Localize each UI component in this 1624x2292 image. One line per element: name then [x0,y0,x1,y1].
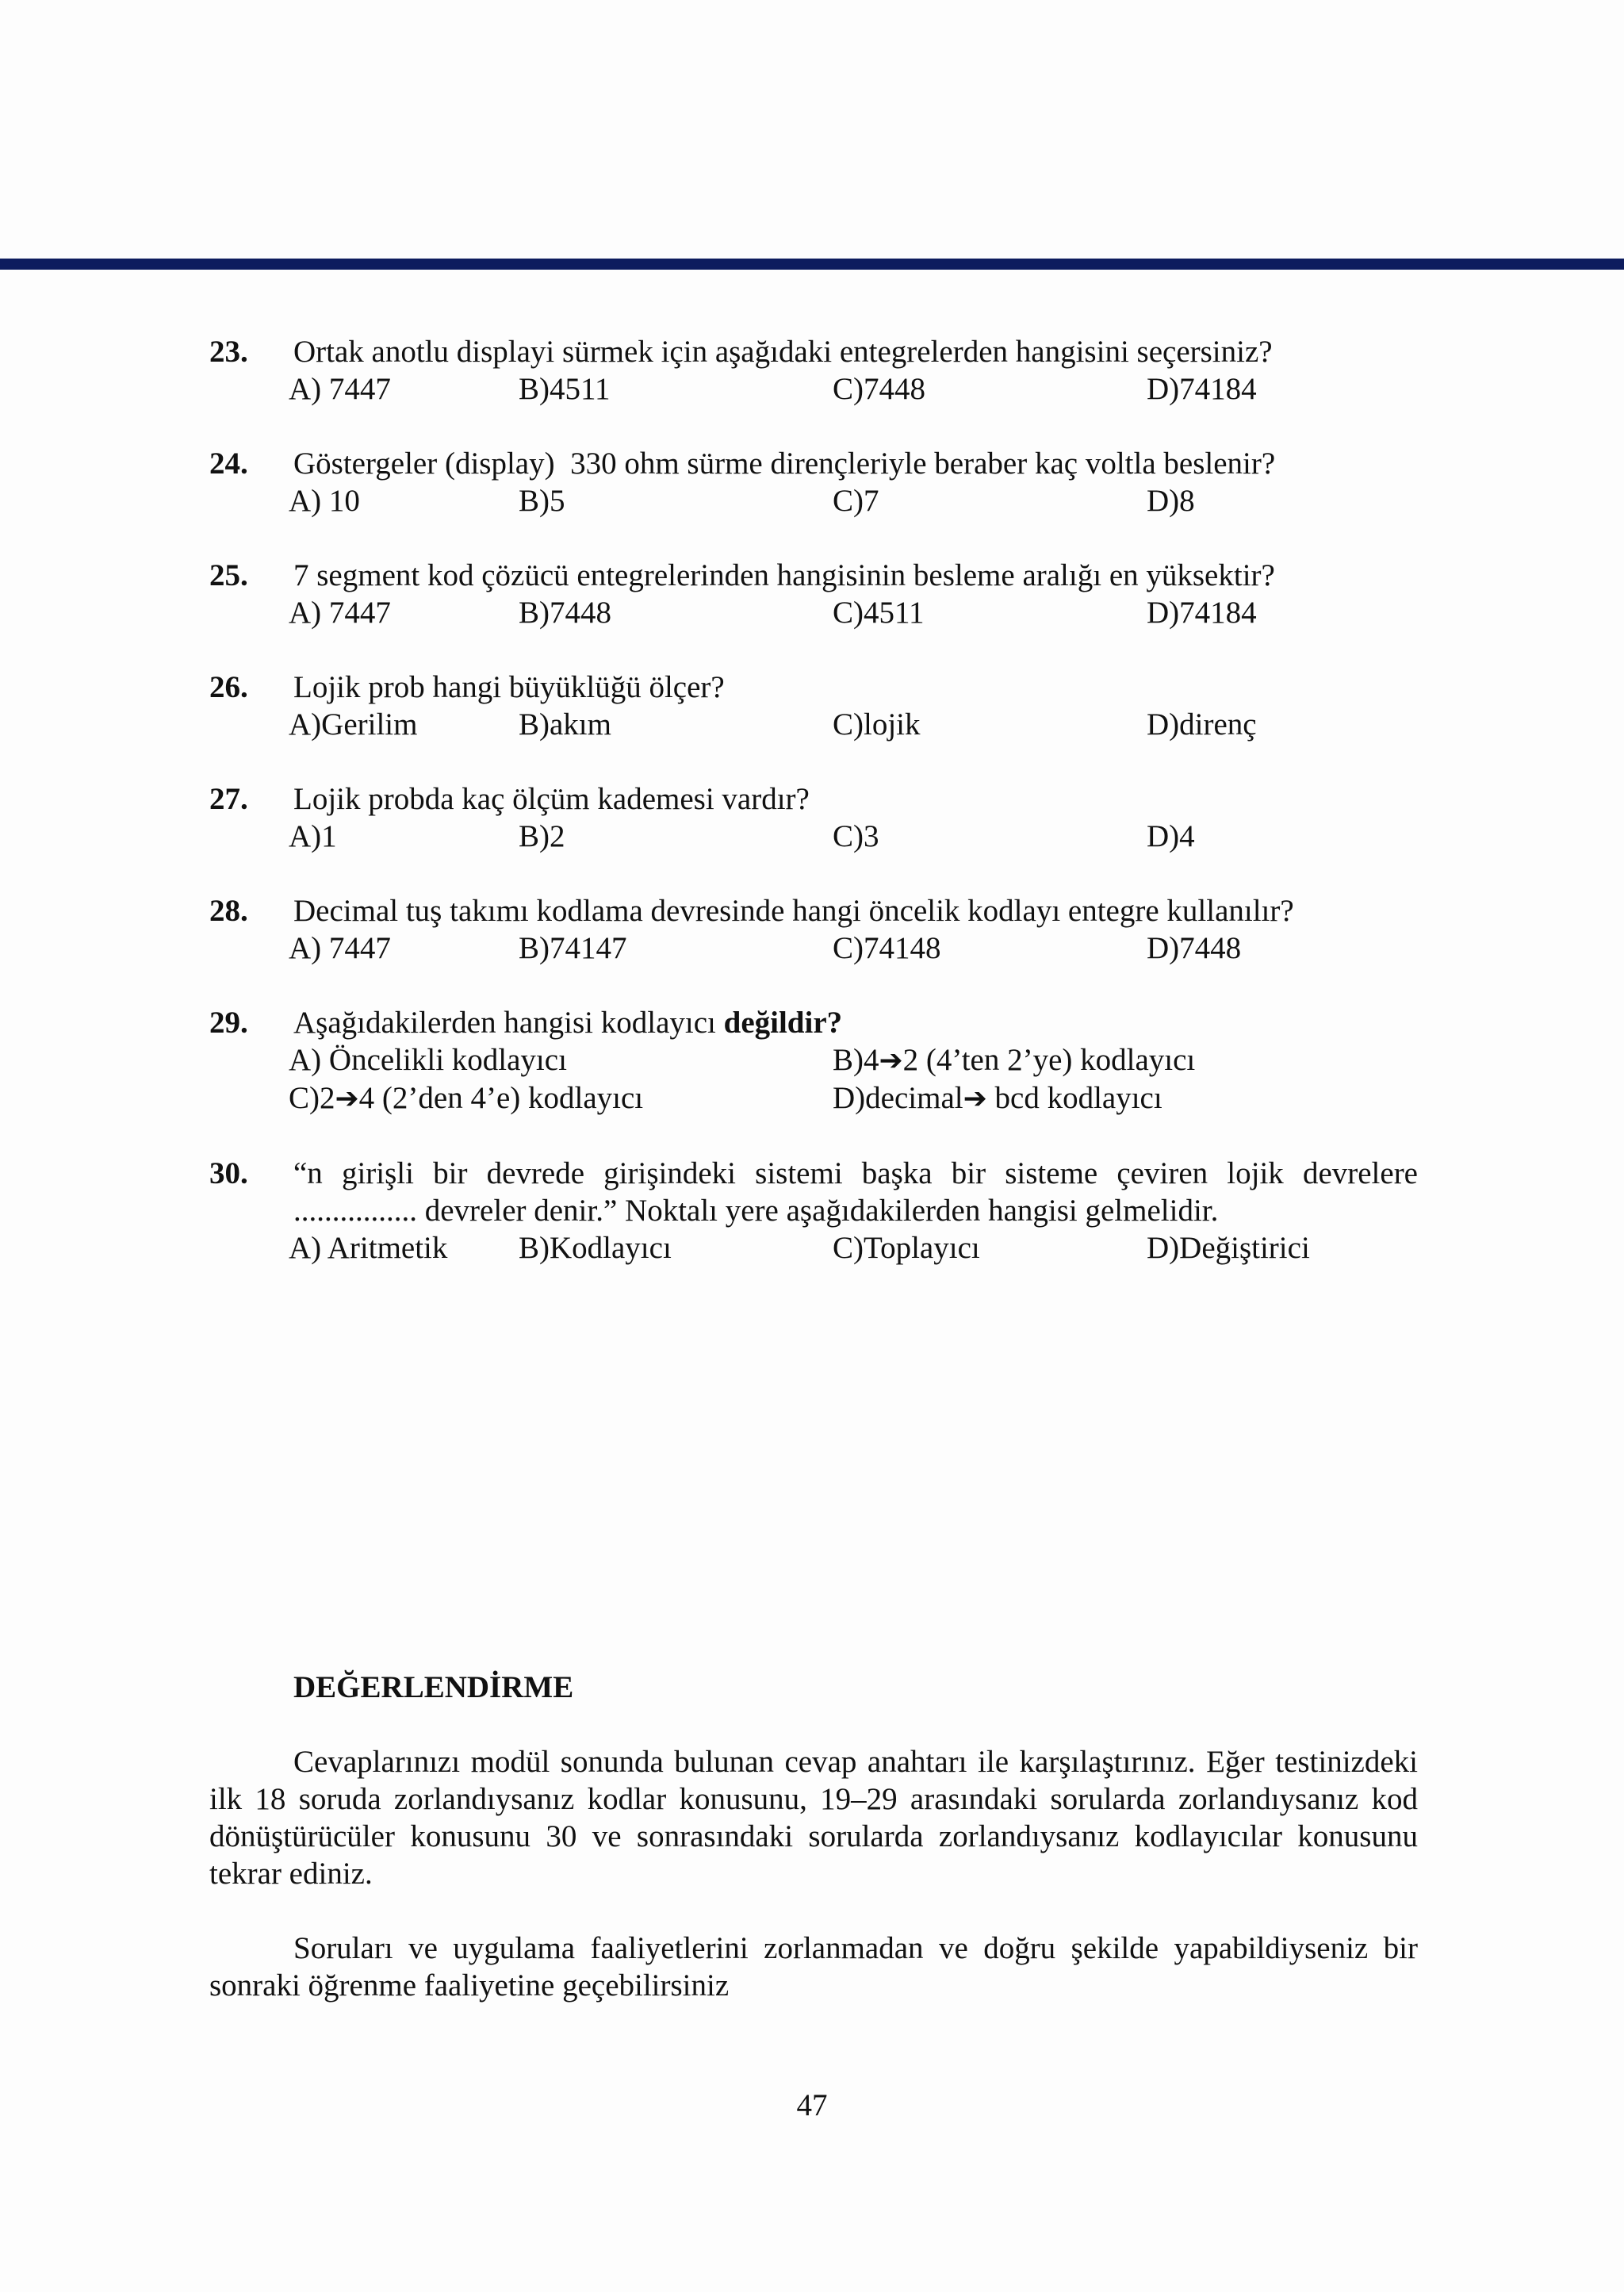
question-number: 30. [209,1156,248,1190]
question-24 [209,445,1418,519]
option-d: D)decimal➔ bcd kodlayıcı [833,1081,1162,1115]
header-bar [0,259,1624,270]
evaluation-section [209,1669,1418,2041]
question-text: Lojik probda kaç ölçüm kademesi vardır? [293,782,810,816]
option-c: C)Toplayıcı [833,1231,980,1265]
option-b: B)akım [519,707,611,742]
option-a: A) Öncelikli kodlayıcı [289,1043,567,1077]
option-b: B)Kodlayıcı [519,1231,672,1265]
option-c: C)3 [833,819,879,853]
question-25 [209,557,1418,631]
option-c: C)lojik [833,707,921,742]
question-text: Aşağıdakilerden hangisi kodlayıcı değildir? [293,1006,843,1040]
question-number: 23. [209,335,248,369]
section-title: DEĞERLENDİRME [293,1670,574,1704]
question-27 [209,780,1418,855]
option-d: D)74184 [1147,372,1257,406]
option-a: A)Gerilim [289,707,418,742]
option-c: C)2➔4 (2’den 4’e) kodlayıcı [289,1081,644,1115]
option-b: B)74147 [519,931,627,965]
question-text: Lojik prob hangi büyüklüğü ölçer? [293,670,725,704]
question-text-line-1: “n girişli bir devrede girişindeki sistemi başka bir sisteme çeviren lojik devrelere [293,1156,1418,1190]
option-d: D)74184 [1147,596,1257,630]
option-a: A) 10 [289,484,360,518]
question-28 [209,892,1418,967]
option-b: B)4511 [519,372,611,406]
option-c: C)7448 [833,372,925,406]
question-text: Göstergeler (display) 330 ohm sürme dirençleriyle beraber kaç voltla beslenir? [293,447,1276,481]
question-number: 25. [209,558,248,592]
emphasis-text: değildir? [723,1006,843,1040]
evaluation-paragraph-1: Cevaplarınızı modül sonunda bulunan cevap anahtarı ile karşılaştırınız. Eğer testinizdeki ilk 18 soruda zorlandıysanız kodlar konusunu, 19–29 arasındaki sorularda zorlandıysanız kod dönüştürücüler konusunu 30 ve sonrasındaki sorularda zorlandıysanız kodlayıcılar konusunu tekrar ediniz. [209,1745,1418,1891]
option-a: A)1 [289,819,337,853]
option-d: D)4 [1147,819,1195,853]
evaluation-paragraph-2: Soruları ve uygulama faaliyetlerini zorlanmadan ve doğru şekilde yapabildiyseniz bir sonraki öğrenme faaliyetine geçebilirsiniz [209,1931,1418,2003]
option-b: B)2 [519,819,565,853]
option-d: D)8 [1147,484,1195,518]
option-c: C)7 [833,484,879,518]
page-number: 47 [796,2088,828,2122]
option-a: A) 7447 [289,372,391,406]
question-number: 24. [209,447,248,481]
right-arrow-icon: ➔ [335,1083,359,1115]
option-b: B)7448 [519,596,611,630]
option-c: C)4511 [833,596,925,630]
option-d: D)direnç [1147,707,1257,742]
question-text-line-2: ................ devreler denir.” Noktalı yere aşağıdakilerden hangisi gelmelidir. [293,1194,1219,1228]
option-b: B)4➔2 (4’ten 2’ye) kodlayıcı [833,1043,1196,1077]
option-d: D)7448 [1147,931,1242,965]
question-number: 26. [209,670,248,704]
question-text: Ortak anotlu displayi sürmek için aşağıdaki entegrelerden hangisini seçersiniz? [293,335,1273,369]
question-29 [209,1004,1418,1117]
question-30 [209,1155,1418,1267]
question-text: Decimal tuş takımı kodlama devresinde hangi öncelik kodlayı entegre kullanılır? [293,894,1294,928]
option-a: A) 7447 [289,931,391,965]
question-list [209,333,1418,1304]
right-arrow-icon: ➔ [963,1083,987,1115]
question-26 [209,669,1418,743]
question-number: 28. [209,894,248,928]
question-23 [209,333,1418,408]
option-a: A) Aritmetik [289,1231,448,1265]
option-d: D)Değiştirici [1147,1231,1310,1265]
right-arrow-icon: ➔ [879,1044,903,1077]
question-number: 29. [209,1006,248,1040]
question-number: 27. [209,782,248,816]
option-c: C)74148 [833,931,941,965]
option-a: A) 7447 [289,596,391,630]
option-b: B)5 [519,484,565,518]
question-text: 7 segment kod çözücü entegrelerinden hangisinin besleme aralığı en yüksektir? [293,558,1275,592]
